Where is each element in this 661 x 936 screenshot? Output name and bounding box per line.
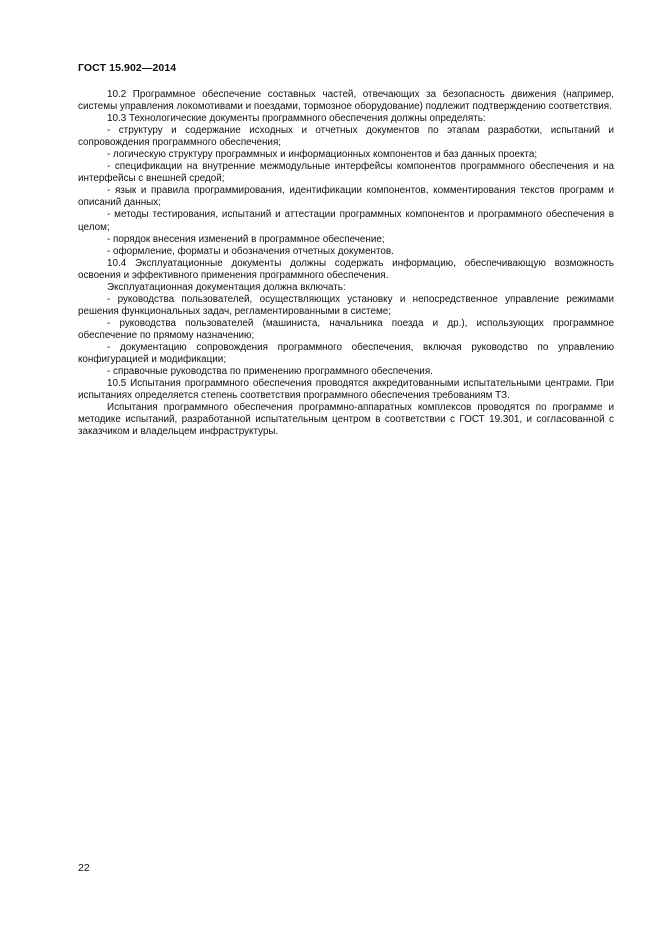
document-header-title: ГОСТ 15.902—2014 [78, 62, 177, 74]
list-item: - руководства пользователей (машиниста, начальника поезда и др.), использующих программное обеспечение по прямому назначению; [78, 317, 614, 341]
page-number: 22 [78, 862, 90, 874]
document-body [78, 89, 614, 438]
paragraph-10-3: 10.3 Технологические документы программного обеспечения должны определять: [107, 113, 486, 125]
paragraph-10-2: 10.2 Программное обеспечение составных частей, отвечающих за безопасность движения (например, системы управления локомотивами и поездами, тормозное оборудование) подлежит подтверждению соответствия. [78, 89, 614, 113]
list-item: - оформление, форматы и обозначения отчетных документов. [107, 245, 394, 257]
list-item: - справочные руководства по применению программного обеспечения. [107, 366, 433, 378]
list-item: - методы тестирования, испытаний и аттестации программных компонентов и программного обеспечения в целом; [78, 209, 614, 233]
paragraph-ops-docs-intro: Эксплуатационная документация должна включать: [107, 281, 346, 293]
paragraph-10-5: 10.5 Испытания программного обеспечения проводятся аккредитованными испытательными центрами. При испытаниях определяется степень соответствия программного обеспечения требованиям ТЗ. [78, 378, 614, 402]
list-item: - язык и правила программирования, идентификации компонентов, комментирования текстов программ и описаний данных; [78, 185, 614, 209]
list-item: - логическую структуру программных и информационных компонентов и баз данных проекта; [107, 149, 538, 161]
paragraph-10-4: 10.4 Эксплуатационные документы должны содержать информацию, обеспечивающую возможность освоения и эффективного применения программного обеспечения. [78, 257, 614, 281]
list-item: - спецификации на внутренние межмодульные интерфейсы компонентов программного обеспечения и на интерфейсы с внешней средой; [78, 161, 614, 185]
list-item: - порядок внесения изменений в программное обеспечение; [107, 233, 385, 245]
paragraph-hw-sw-testing: Испытания программного обеспечения программно-аппаратных комплексов проводятся по программе и методике испытаний, разработанной испытательным центром в соответствии с ГОСТ 19.301, и согласованной с заказчиком и владельцем инфраструктуры. [78, 402, 614, 438]
list-item: - структуру и содержание исходных и отчетных документов по этапам разработки, испытаний и сопровождения программного обеспечения; [78, 125, 614, 149]
list-item: - руководства пользователей, осуществляющих установку и непосредственное управление режимами решения функциональных задач, регламентированными в системе; [78, 293, 614, 317]
list-item: - документацию сопровождения программного обеспечения, включая руководство по управлению конфигурацией и модификации; [78, 341, 614, 366]
